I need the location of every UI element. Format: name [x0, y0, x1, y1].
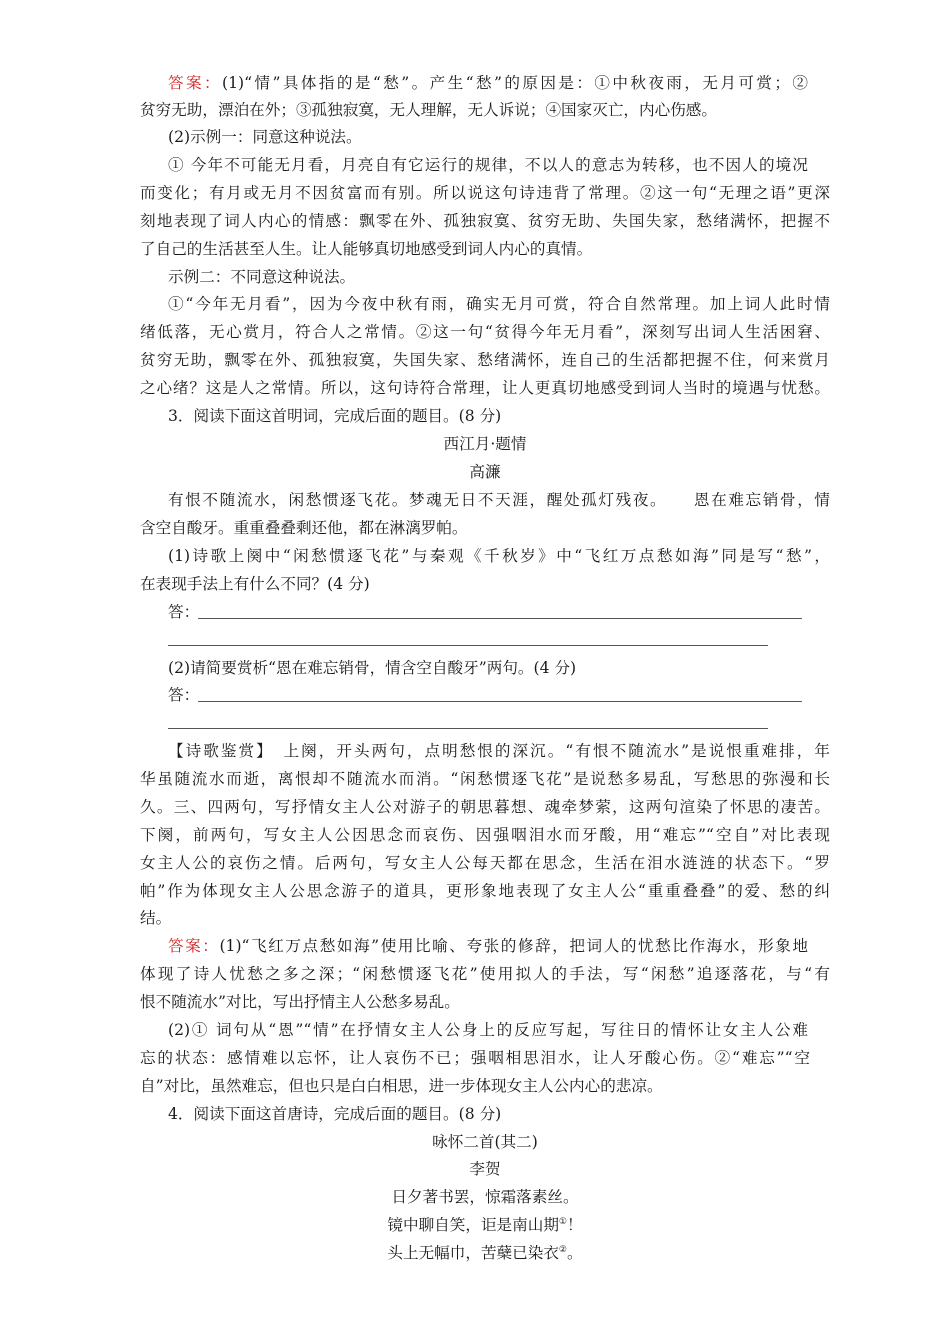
appreciation-line: 下阕，前两句，写女主人公因思念而哀伤、因强咽泪水而牙酸，用“难忘”“空自”对比表现: [140, 826, 830, 844]
poem-verse: 头上无幅巾，苦蘖已染衣②。: [387, 1244, 583, 1262]
question-3-stem: 3．阅读下面这首明词，完成后面的题目。(8 分): [168, 407, 502, 425]
text-line: 体现了诗人忧愁之多之深；“闲愁惯逐飞花”使用拟人的手法，写“闲愁”追逐落花，与“有: [140, 965, 830, 983]
answer-blank-line[interactable]: [168, 645, 768, 646]
subquestion-2: (2)请简要赏析“恩在难忘销骨，情含空自酸牙”两句。(4 分): [168, 659, 577, 677]
text-line: 恨不随流水”对比，写出抒情主人公愁多易乱。: [140, 993, 460, 1011]
answer-prompt: 答：: [168, 686, 200, 704]
appreciation-line: 结。: [140, 909, 172, 927]
text-line: 而变化；有月或无月不因贫富而有别。所以说这句诗违背了常理。②这一句“无理之语”更深: [140, 184, 830, 202]
appreciation-line: 【诗歌鉴赏】 上阕，开头两句，点明愁恨的深沉。“有恨不随流水”是说恨重难排，年: [168, 742, 830, 760]
question-4-stem: 4．阅读下面这首唐诗，完成后面的题目。(8 分): [168, 1105, 502, 1123]
poem-text: 含空自酸牙。重重叠叠剩还他，都在淋漓罗帕。: [140, 519, 468, 537]
text-line: 绪低落，无心赏月，符合人之常情。②这一句“贫得今年无月看”，深刻写出词人生活困窘、: [140, 323, 830, 341]
poem-verse: 日夕著书罢，惊霜落素丝。: [391, 1188, 579, 1206]
poem-author: 高濂: [469, 463, 501, 481]
text-line: ① 今年不可能无月看，月亮自有它运行的规律，不以人的意志为转移，也不因人的境况: [168, 156, 808, 174]
appreciation-label: 【诗歌鉴赏】: [168, 742, 266, 760]
poem-text: 有恨不随流水，闲愁惯逐飞花。梦魂无日不天涯，醒处孤灯残夜。 恩在难忘销骨，情: [168, 491, 830, 509]
appreciation-line: 女主人公的哀伤之情。后两句，写女主人公每天都在思念，生活在泪水涟涟的状态下。“罗: [140, 854, 830, 872]
subquestion-1: (1)诗歌上阕中“闲愁惯逐飞花”与秦观《千秋岁》中“飞红万点愁如海”同是写“愁”，: [168, 547, 830, 565]
footnote-marker: ②: [558, 1244, 567, 1255]
poem-title: 咏怀二首(其二): [432, 1133, 538, 1151]
answer-blank-line[interactable]: [198, 701, 802, 702]
text-line: 示例二：不同意这种说法。: [168, 268, 356, 286]
poem-verse: 镜中聊自笑，讵是南山期①！: [387, 1216, 583, 1234]
answer-blank-line[interactable]: [168, 728, 768, 729]
answer-3-line: 答案：(1)“飞红万点愁如海”使用比喻、夸张的修辞，把词人的忧愁比作海水，形象地: [168, 937, 808, 955]
footnote-marker: ①: [558, 1216, 567, 1227]
text-line: ①“今年无月看”，因为今夜中秋有雨，确实无月可赏，符合自然常理。加上词人此时情: [168, 295, 830, 313]
appreciation-line: 华虽随流水而逝，离恨却不随流水而消。“闲愁惯逐飞花”是说愁多易乱，写愁思的弥漫和长: [140, 770, 830, 788]
answer-label: 答案：: [168, 937, 220, 955]
answer-label: 答案：: [168, 74, 223, 92]
text-line: 刻地表现了词人内心的情感：飘零在外、孤独寂寞、贫穷无助、失国失家，愁绪满怀，把握不: [140, 212, 830, 230]
text-line: 忘的状态：感情难以忘怀，让人哀伤不已；强咽相思泪水，让人牙酸心伤。②“难忘”“空: [140, 1049, 810, 1067]
text-line: 贫穷无助，漂泊在外；③孤独寂寞，无人理解，无人诉说；④国家灭亡，内心伤感。: [140, 101, 717, 119]
appreciation-line: 久。三、四两句，写抒情女主人公对游子的朝思暮想、魂牵梦萦，这两句渲染了怀思的凄苦。: [140, 798, 830, 816]
subquestion-1: 在表现手法上有什么不同？(4 分): [140, 575, 370, 593]
text-line: 自”对比，虽然难忘，但也只是白白相思，进一步体现女主人公内心的悲凉。: [140, 1077, 663, 1095]
answer-1-line: 答案：(1)“情”具体指的是“愁”。产生“愁”的原因是：①中秋夜雨，无月可赏；②: [168, 74, 808, 92]
text-line: (2)① 词句从“恩”“情”在抒情女主人公身上的反应写起，写往日的情怀让女主人公难: [168, 1021, 808, 1039]
poem-author: 李贺: [469, 1160, 501, 1178]
text-line: (2)示例一：同意这种说法。: [168, 128, 362, 146]
text-line: 了自己的生活甚至人生。让人能够真切地感受到词人内心的真情。: [140, 240, 593, 258]
answer-blank-line[interactable]: [198, 618, 802, 619]
text-line: 贫穷无助，飘零在外、孤独寂寞，失国失家、愁绪满怀，连自己的生活都把握不住，何来赏月: [140, 351, 830, 369]
poem-title: 西江月·题情: [443, 435, 527, 453]
appreciation-line: 帕”作为体现女主人公思念游子的道具，更形象地表现了女主人公“重重叠叠”的爱、愁的纠: [140, 882, 830, 900]
answer-prompt: 答：: [168, 603, 200, 621]
text-line: 之心绪？这是人之常情。所以，这句诗符合常理，让人更真切地感受到词人当时的境遇与忧愁。: [140, 379, 830, 397]
